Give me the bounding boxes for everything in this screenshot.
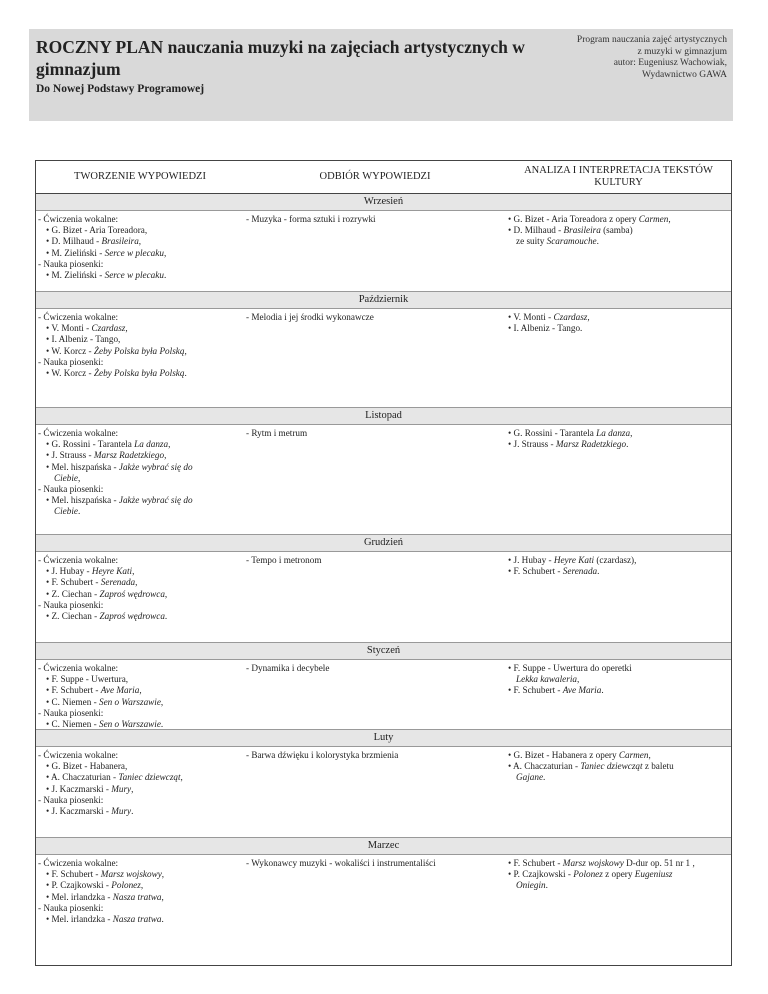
cell-line [508, 869, 731, 880]
line-text: . [131, 806, 134, 817]
line-text: ze suity [516, 236, 547, 247]
line-text: - Nauka piosenki: [38, 356, 104, 367]
work-title: Taniec dziewcząt [580, 761, 643, 772]
line-text: • J. Hubay - [46, 566, 92, 577]
line-text: (samba) [600, 225, 633, 236]
line-text: • D. Milhaud - [508, 225, 564, 236]
line-text: • A. Chaczaturian - [508, 761, 581, 772]
cell-line [38, 892, 244, 903]
cell-line [38, 685, 244, 696]
line-text: z baletu [642, 761, 674, 772]
cell-odbior [244, 211, 506, 291]
line-text: • V. Monti - [46, 323, 92, 334]
cell-line [508, 761, 731, 772]
cell-line [508, 236, 731, 247]
work-title: Sen o Warszawie [98, 719, 161, 730]
cell-line [38, 697, 244, 708]
work-title: Ciebie [54, 506, 78, 517]
line-text: • V. Monti - [508, 312, 554, 322]
line-text: . [161, 914, 164, 925]
work-title: Ave Maria [100, 685, 140, 696]
cell-line [246, 555, 506, 566]
line-text: z opery [602, 869, 635, 880]
line-text: • G. Bizet - Aria Toreadora z opery [508, 214, 639, 224]
cell-line [38, 450, 244, 461]
cell-line [38, 357, 244, 368]
cell-line [38, 806, 244, 817]
work-title: Ciebie [54, 472, 78, 483]
column-header-analiza: ANALIZA I INTERPRETACJA TEKSTÓW KULTURY [524, 165, 713, 188]
cell-line [38, 225, 244, 236]
cell-analiza [506, 660, 731, 729]
line-text: - Barwa dźwięku i kolorystyka brzmienia [246, 750, 399, 760]
line-text: - Ćwiczenia wokalne: [38, 858, 119, 868]
cell-line [38, 334, 244, 345]
month-row [36, 660, 731, 730]
line-text: • J. Kaczmarski - [46, 806, 112, 817]
cell-line [38, 903, 244, 914]
cell-odbior [244, 660, 506, 729]
work-title: Serce w plecaku [104, 270, 164, 281]
line-text: - Nauka piosenki: [38, 902, 104, 913]
line-text: • F. Schubert - [46, 685, 101, 696]
cell-line [508, 439, 731, 450]
cell-line [38, 484, 244, 495]
line-text: , [587, 312, 590, 322]
line-text: • Mel. hiszpańska - [46, 495, 119, 506]
line-text: , [131, 783, 134, 794]
work-title: Eugeniusz [634, 869, 673, 880]
cell-line [38, 428, 244, 439]
line-text: . [597, 566, 600, 577]
cell-analiza [506, 309, 731, 407]
cell-tworzenie [36, 747, 244, 837]
cell-tworzenie [36, 211, 244, 291]
line-text: • D. Milhaud - [46, 236, 102, 247]
cell-line [38, 869, 244, 880]
cell-line [38, 495, 244, 506]
work-title: Brasileira [101, 236, 139, 247]
line-text: - Tempo i metronom [246, 555, 322, 565]
cell-analiza [506, 552, 731, 642]
work-title: Brasileira [563, 225, 601, 236]
work-title: Żeby Polska była Polską [93, 368, 185, 379]
cell-odbior [244, 747, 506, 837]
work-title: La danza [134, 439, 169, 450]
work-title: Serenada [100, 577, 136, 588]
line-text: - Ćwiczenia wokalne: [38, 214, 119, 224]
cell-line [38, 750, 244, 761]
work-title: Heyre Kati [553, 555, 595, 565]
plan-table [35, 160, 732, 966]
line-text: (czardasz), [594, 555, 637, 565]
work-title: Jakże wybrać się do [118, 461, 193, 472]
work-title: Czardasz [553, 312, 588, 322]
line-text: , [125, 323, 128, 334]
line-text: , [77, 472, 81, 483]
line-text: • C. Niemen - [46, 696, 99, 707]
line-text: • W. Korcz - [46, 345, 94, 356]
line-text: • G. Bizet - Aria Toreadora, [46, 225, 148, 236]
cell-line [246, 750, 506, 761]
line-text: • J. Kaczmarski - [46, 783, 112, 794]
line-text: , [668, 214, 671, 224]
cell-line [38, 555, 244, 566]
cell-line [38, 439, 244, 450]
line-text: • F. Schubert - [508, 566, 563, 577]
line-text: , [161, 891, 164, 902]
line-text: - Nauka piosenki: [38, 258, 104, 269]
month-row [36, 855, 731, 965]
program-info-line: Program nauczania zajęć artystycznych [576, 35, 727, 45]
line-text: - Ćwiczenia wokalne: [38, 312, 119, 322]
cell-line [508, 428, 731, 439]
line-text: - Wykonawcy muzyki - wokaliści i instrumentaliści [246, 858, 436, 868]
line-text: - Nauka piosenki: [38, 599, 104, 610]
line-text: • I. Albeniz - Tango. [508, 323, 583, 334]
month-header: Listopad [36, 408, 731, 425]
cell-line [508, 555, 731, 566]
cell-odbior [244, 552, 506, 642]
cell-line [38, 506, 244, 517]
line-text: - Nauka piosenki: [38, 794, 104, 805]
line-text: . [163, 270, 167, 281]
line-text: • Z. Ciechan - [46, 611, 100, 622]
line-text: • G. Rossini - Tarantela [508, 428, 597, 438]
work-title: Polonez [111, 880, 141, 891]
line-text: , [139, 685, 142, 696]
cell-line [38, 214, 244, 225]
cell-tworzenie [36, 660, 244, 729]
line-text: - Melodia i jej środki wykonawcze [246, 312, 374, 322]
cell-line [246, 428, 506, 439]
cell-line [38, 577, 244, 588]
line-text: • I. Albeniz - Tango, [46, 334, 121, 345]
cell-line [38, 674, 244, 685]
cell-line [38, 719, 244, 730]
work-title: Jakże wybrać się do [118, 495, 193, 506]
month-header: Marzec [36, 838, 731, 855]
cell-line [38, 566, 244, 577]
cell-line [38, 663, 244, 674]
line-text: . [543, 772, 546, 783]
work-title: Marsz Radetzkiego [555, 439, 627, 450]
cell-line [246, 214, 506, 225]
line-text: - Muzyka - forma sztuki i rozrywki [246, 214, 376, 224]
cell-line [38, 708, 244, 719]
line-text: • Mel. irlandzka - [46, 891, 113, 902]
document-subtitle: Do Nowej Podstawy Programowej [36, 83, 205, 95]
cell-line [38, 473, 244, 484]
cell-line [38, 248, 244, 259]
work-title: Serenada [562, 566, 598, 577]
line-text: • F. Schubert - [46, 869, 101, 880]
column-header-tworzenie: TWORZENIE WYPOWIEDZI [74, 171, 206, 182]
line-text: • J. Strauss - [46, 450, 94, 461]
line-text: - Ćwiczenia wokalne: [38, 663, 119, 673]
cell-line [246, 312, 506, 323]
work-title: Lekka kawaleria [516, 674, 577, 685]
work-title: Żeby Polska była Polską [93, 345, 185, 356]
cell-odbior [244, 309, 506, 407]
line-text: . [545, 880, 548, 891]
program-info-line: z muzyki w gimnazjum [637, 46, 727, 57]
cell-line [38, 772, 244, 783]
line-text: • P. Czajkowski - [46, 880, 112, 891]
work-title: Nasza tratwa [112, 914, 162, 925]
cell-tworzenie [36, 309, 244, 407]
line-text: , [180, 772, 183, 783]
cell-line [508, 663, 731, 674]
line-text: • A. Chaczaturian - [46, 772, 119, 783]
month-row [36, 425, 731, 535]
cell-line [38, 462, 244, 473]
line-text: • F. Schubert - [508, 858, 563, 868]
cell-odbior [244, 425, 506, 534]
cell-line [38, 761, 244, 772]
cell-line [38, 312, 244, 323]
document-header [29, 29, 733, 121]
cell-line [508, 312, 731, 323]
line-text: , [184, 345, 187, 356]
line-text: • Mel. irlandzka - [46, 914, 113, 925]
cell-line [38, 236, 244, 247]
work-title: Carmen [618, 750, 649, 760]
line-text: • M. Zieliński - [46, 247, 105, 258]
cell-line [38, 346, 244, 357]
line-text: • M. Zieliński - [46, 270, 105, 281]
line-text: , [160, 696, 164, 707]
work-title: Gajane [516, 772, 544, 783]
cell-tworzenie [36, 425, 244, 534]
program-info-line: autor: Eugeniusz Wachowiak, [613, 58, 727, 68]
month-header: Wrzesień [36, 194, 731, 211]
line-text: • F. Suppe - Uwertura do operetki [508, 663, 632, 673]
month-header: Styczeń [36, 643, 731, 660]
cell-odbior [244, 855, 506, 965]
line-text: , [140, 880, 144, 891]
cell-line [246, 858, 506, 869]
line-text: . [601, 685, 604, 696]
cell-line [38, 914, 244, 925]
line-text: • C. Niemen - [46, 719, 99, 730]
line-text: , [163, 247, 167, 258]
line-text: • F. Schubert - [46, 577, 101, 588]
cell-line [38, 589, 244, 600]
cell-line [508, 214, 731, 225]
month-header: Grudzień [36, 535, 731, 552]
work-title: La danza [596, 428, 631, 438]
work-title: Marsz Radetzkiego [93, 450, 165, 461]
month-row [36, 309, 731, 408]
work-title: Mury [111, 783, 132, 794]
document-title: ROCZNY PLAN nauczania muzyki na zajęciach artystycznych w gimnazjum [36, 37, 525, 79]
cell-analiza [506, 855, 731, 965]
column-header-odbior: ODBIÓR WYPOWIEDZI [319, 171, 431, 182]
line-text: , [648, 750, 651, 760]
month-header: Październik [36, 292, 731, 309]
cell-line [38, 858, 244, 869]
table-header [36, 161, 731, 194]
cell-line [38, 600, 244, 611]
cell-line [38, 880, 244, 891]
line-text: . [160, 719, 164, 730]
cell-line [38, 795, 244, 806]
line-text: . [596, 236, 599, 247]
work-title: Taniec dziewcząt [118, 772, 181, 783]
line-text: • F. Suppe - Uwertura, [46, 674, 129, 685]
work-title: Ave Maria [562, 685, 602, 696]
cell-line [38, 611, 244, 622]
cell-tworzenie [36, 552, 244, 642]
line-text: , [132, 566, 135, 577]
work-title: Zaproś wędrowca [99, 588, 165, 599]
line-text: - Nauka piosenki: [38, 707, 104, 718]
cell-line [38, 259, 244, 270]
cell-line [38, 368, 244, 379]
month-row [36, 747, 731, 838]
line-text: , [164, 588, 168, 599]
work-title: Sen o Warszawie [98, 696, 161, 707]
cell-line [508, 750, 731, 761]
line-text: , [164, 450, 167, 461]
month-row [36, 211, 731, 292]
line-text: • Z. Ciechan - [46, 588, 100, 599]
work-title: Czardasz [91, 323, 126, 334]
month-header: Luty [36, 730, 731, 747]
work-title: Scaramouche [546, 236, 597, 247]
cell-line [508, 225, 731, 236]
line-text: - Ćwiczenia wokalne: [38, 555, 119, 565]
cell-line [38, 323, 244, 334]
program-info [577, 35, 727, 81]
line-text: • G. Rossini - Tarantela [46, 439, 135, 450]
line-text: - Rytm i metrum [246, 428, 308, 438]
cell-line [508, 566, 731, 577]
line-text: , [168, 439, 171, 450]
cell-analiza [506, 211, 731, 291]
work-title: Serce w plecaku [104, 247, 164, 258]
cell-line [38, 784, 244, 795]
line-text: - Nauka piosenki: [38, 484, 104, 495]
line-text: , [576, 674, 580, 685]
work-title: Oniegin [516, 880, 546, 891]
line-text: . [626, 439, 629, 450]
cell-line [508, 323, 731, 334]
work-title: Marsz wojskowy [100, 869, 162, 880]
line-text: • G. Bizet - Habanera, [46, 761, 128, 772]
work-title: Polonez [573, 869, 603, 880]
cell-line [508, 674, 731, 685]
line-text: . [164, 611, 168, 622]
work-title: Heyre Kati [91, 566, 133, 577]
cell-line [508, 858, 731, 869]
line-text: • W. Korcz - [46, 368, 94, 379]
table-body [36, 194, 731, 965]
line-text: • P. Czajkowski - [508, 869, 574, 880]
line-text: • G. Bizet - Habanera z opery [508, 750, 619, 760]
line-text: • Mel. hiszpańska - [46, 461, 119, 472]
line-text: , [630, 428, 633, 438]
line-text: , [161, 869, 165, 880]
work-title: Zaproś wędrowca [99, 611, 165, 622]
work-title: Carmen [638, 214, 669, 224]
cell-line [508, 880, 731, 891]
line-text: , [135, 577, 138, 588]
line-text: . [77, 506, 81, 517]
program-info-line: Wydawnictwo GAWA [642, 69, 727, 80]
line-text: - Dynamika i decybele [246, 663, 330, 673]
line-text: - Ćwiczenia wokalne: [38, 750, 119, 760]
line-text: • J. Hubay - [508, 555, 554, 565]
cell-line [508, 772, 731, 783]
month-row [36, 552, 731, 643]
cell-analiza [506, 747, 731, 837]
line-text: • J. Strauss - [508, 439, 556, 450]
cell-line [246, 663, 506, 674]
work-title: Mury [111, 806, 132, 817]
work-title: Nasza tratwa [112, 891, 162, 902]
cell-line [508, 685, 731, 696]
cell-analiza [506, 425, 731, 534]
line-text: , [138, 236, 142, 247]
work-title: Marsz wojskowy [562, 858, 624, 868]
line-text: • F. Schubert - [508, 685, 563, 696]
cell-tworzenie [36, 855, 244, 965]
line-text: D-dur op. 51 nr 1 , [623, 858, 695, 868]
line-text: - Ćwiczenia wokalne: [38, 428, 119, 438]
line-text: . [184, 368, 187, 379]
cell-line [38, 270, 244, 281]
